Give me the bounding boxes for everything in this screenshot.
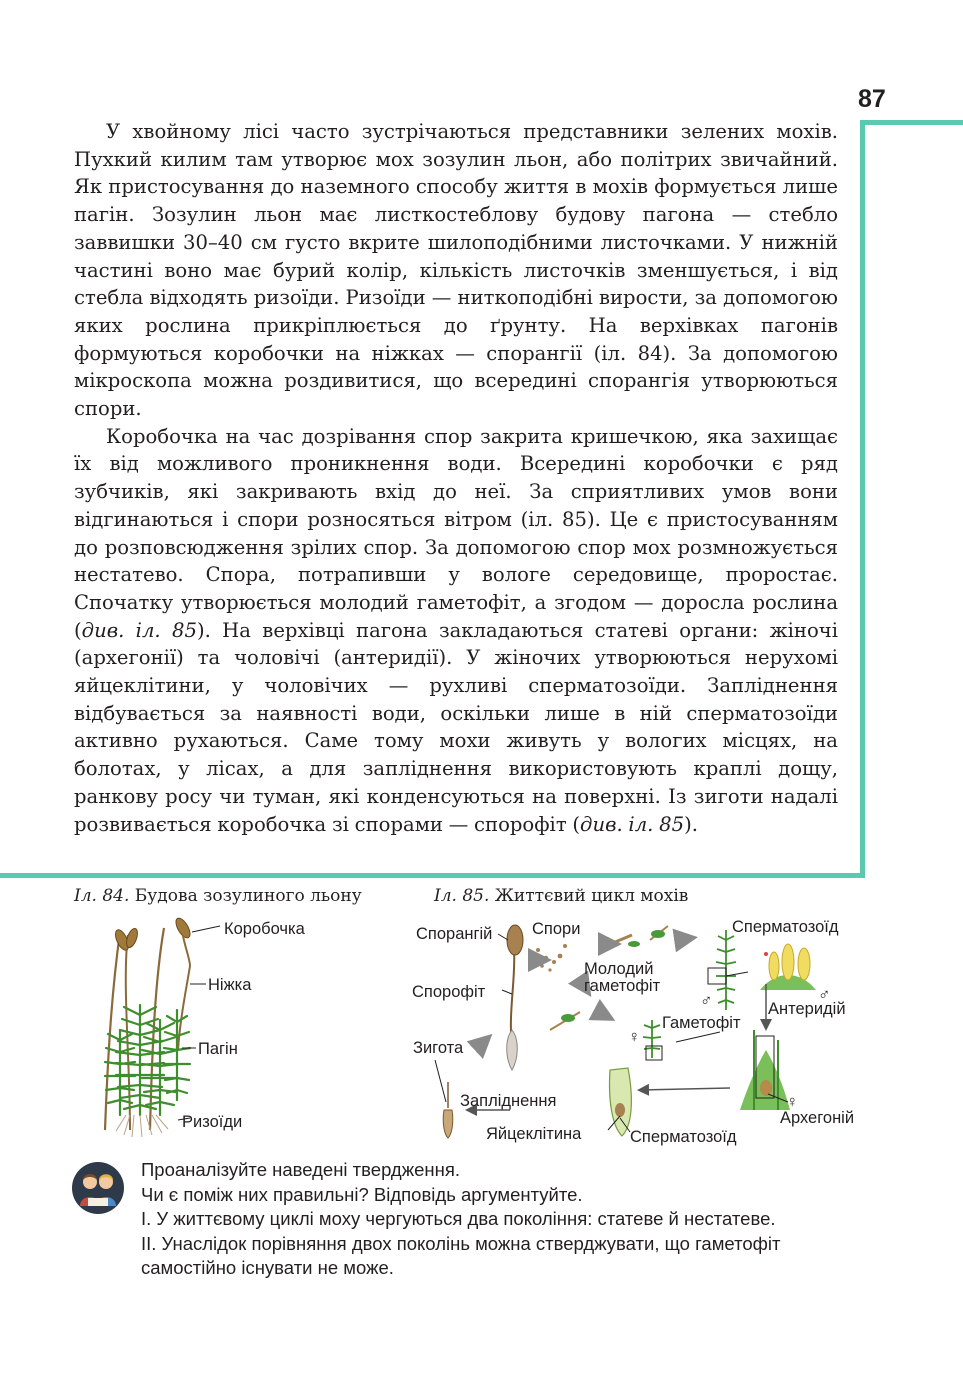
figures-illustration (60, 910, 880, 1150)
label-sperm-top: Сперматозоїд (732, 918, 839, 936)
label-female-symbol-2: ♀ (786, 1093, 799, 1111)
label-archegonium: Архегоній (780, 1109, 855, 1127)
frame-bottom-border (0, 873, 865, 878)
students-discussion-icon (72, 1162, 124, 1214)
paragraph-2 (74, 423, 838, 839)
moss-life-cycle-drawing (412, 918, 854, 1146)
fig85-caption-text: Життєвий цикл мохів (489, 886, 689, 906)
fig84-caption-text: Будова зозулиного льону (129, 886, 362, 906)
label-fertilization: Запліднення (460, 1092, 557, 1110)
main-text (74, 118, 838, 838)
label-zygote: Зигота (413, 1039, 464, 1057)
task-line-1: Проаналізуйте наведені твердження. (141, 1159, 460, 1180)
reference-fig85-b: див. іл. 85 (580, 812, 685, 836)
label-stalk: Ніжка (208, 976, 252, 994)
frame-right-border (860, 120, 865, 878)
label-spores: Спори (532, 920, 581, 938)
label-sperm-bottom: Сперматозоїд (630, 1128, 737, 1146)
paragraph-2-part-3: ). (684, 812, 698, 836)
label-male-symbol-1: ♂ (700, 992, 713, 1010)
label-gametophyte: Гаметофіт (662, 1014, 741, 1032)
fig84-caption-number: Іл. 84. (74, 886, 130, 906)
fig85-caption (434, 886, 688, 906)
label-sporangium: Спорангій (416, 925, 493, 943)
fig84-caption (74, 886, 362, 906)
label-young-gametophyte-line1: Молодий (584, 960, 654, 978)
frame-top-border (860, 120, 963, 125)
paragraph-2-part-2: ). На верхівці пагона закладаються статеві органи: жіночі (архегонії) та чоловічі (антеридії). У жіночих утворюються нерухомі яйцеклітини, у чоловічих — рухливі сперматозоїди. Запліднення відбувається за наявності води, оскільки лише в ній сперматозоїди активно рухаються. Саме тому мохи живуть у вологих місцях, на болотах, у лісах, а для запліднення використовують краплі дощу, ранкову росу чи туман, які конденсуються на поверхні. Із зиготи надалі розвивається коробочка зі спорами — спорофіт ( (74, 618, 838, 836)
task-line-5: самостійно існувати не може. (141, 1257, 394, 1278)
page-number: 87 (858, 85, 886, 113)
label-egg: Яйцеклітина (486, 1125, 582, 1143)
paragraph-1: У хвойному лісі часто зустрічаються представники зелених мохів. Пухкий килим там утворює мох зозулин льон, або політрих звичайний. Як пристосування до наземного способу життя в мохів формується лише пагін. Зозулин льон має листкостеблову будову пагона — стебло заввишки 30–40 см густо вкрите шилоподібними листочками. У нижній частині воно має бурий колір, кількість листочків зменшується, і від стебла відходять ризоїди. Ризоїди — ниткоподібні вирости, за допомогою яких рослина прикріплюється до ґрунту. На верхівках пагонів формуються коробочки на ніжках — спорангії (іл. 84). За допомогою мікроскопа можна роздивитися, що всередині спорангія утворюються спори. (74, 120, 838, 421)
label-shoot: Пагін (198, 1040, 238, 1058)
antheridium-drawing (760, 944, 816, 990)
label-rhizoids: Ризоїди (182, 1113, 243, 1131)
label-sporophyte: Спорофіт (412, 983, 486, 1001)
task-line-2: Чи є поміж них правильні? Відповідь аргументуйте. (141, 1183, 583, 1205)
task-block (141, 1158, 921, 1281)
fig85-caption-number: Іл. 85. (434, 886, 490, 906)
label-capsule: Коробочка (224, 920, 305, 938)
label-young-gametophyte-line2: гаметофіт (584, 977, 661, 995)
label-antheridium: Антеридій (768, 1000, 846, 1018)
paragraph-2-part-1: Коробочка на час дозрівання спор закрита кришечкою, яка захищає їх від можливого проникнення води. Всередині коробочки є ряд зубчиків, які закривають вхід до неї. За сприятливих умов вони відгинаються і спори розносяться вітром (іл. 85). Це є пристосуванням до розповсюдження зрілих спор. За допомогою спор мох розмножується нестатево. Спора, потрапивши у вологе середовище, проростає. Спочатку утворюється молодий гаметофіт, а згодом — доросла рослина ( (74, 424, 838, 642)
moss-plant-drawing (105, 916, 306, 1137)
task-line-3: I. У життєвому циклі моху чергуються два покоління: статеве й нестатеве. (141, 1208, 776, 1229)
label-male-symbol-2: ♂ (818, 986, 831, 1004)
label-female-symbol-1: ♀ (628, 1028, 641, 1046)
archegonium-drawing (740, 1030, 790, 1110)
task-line-4: II. Унаслідок порівняння двох поколінь можна стверджувати, що гаметофіт (141, 1232, 781, 1254)
reference-fig85-a: див. іл. 85 (81, 618, 197, 642)
